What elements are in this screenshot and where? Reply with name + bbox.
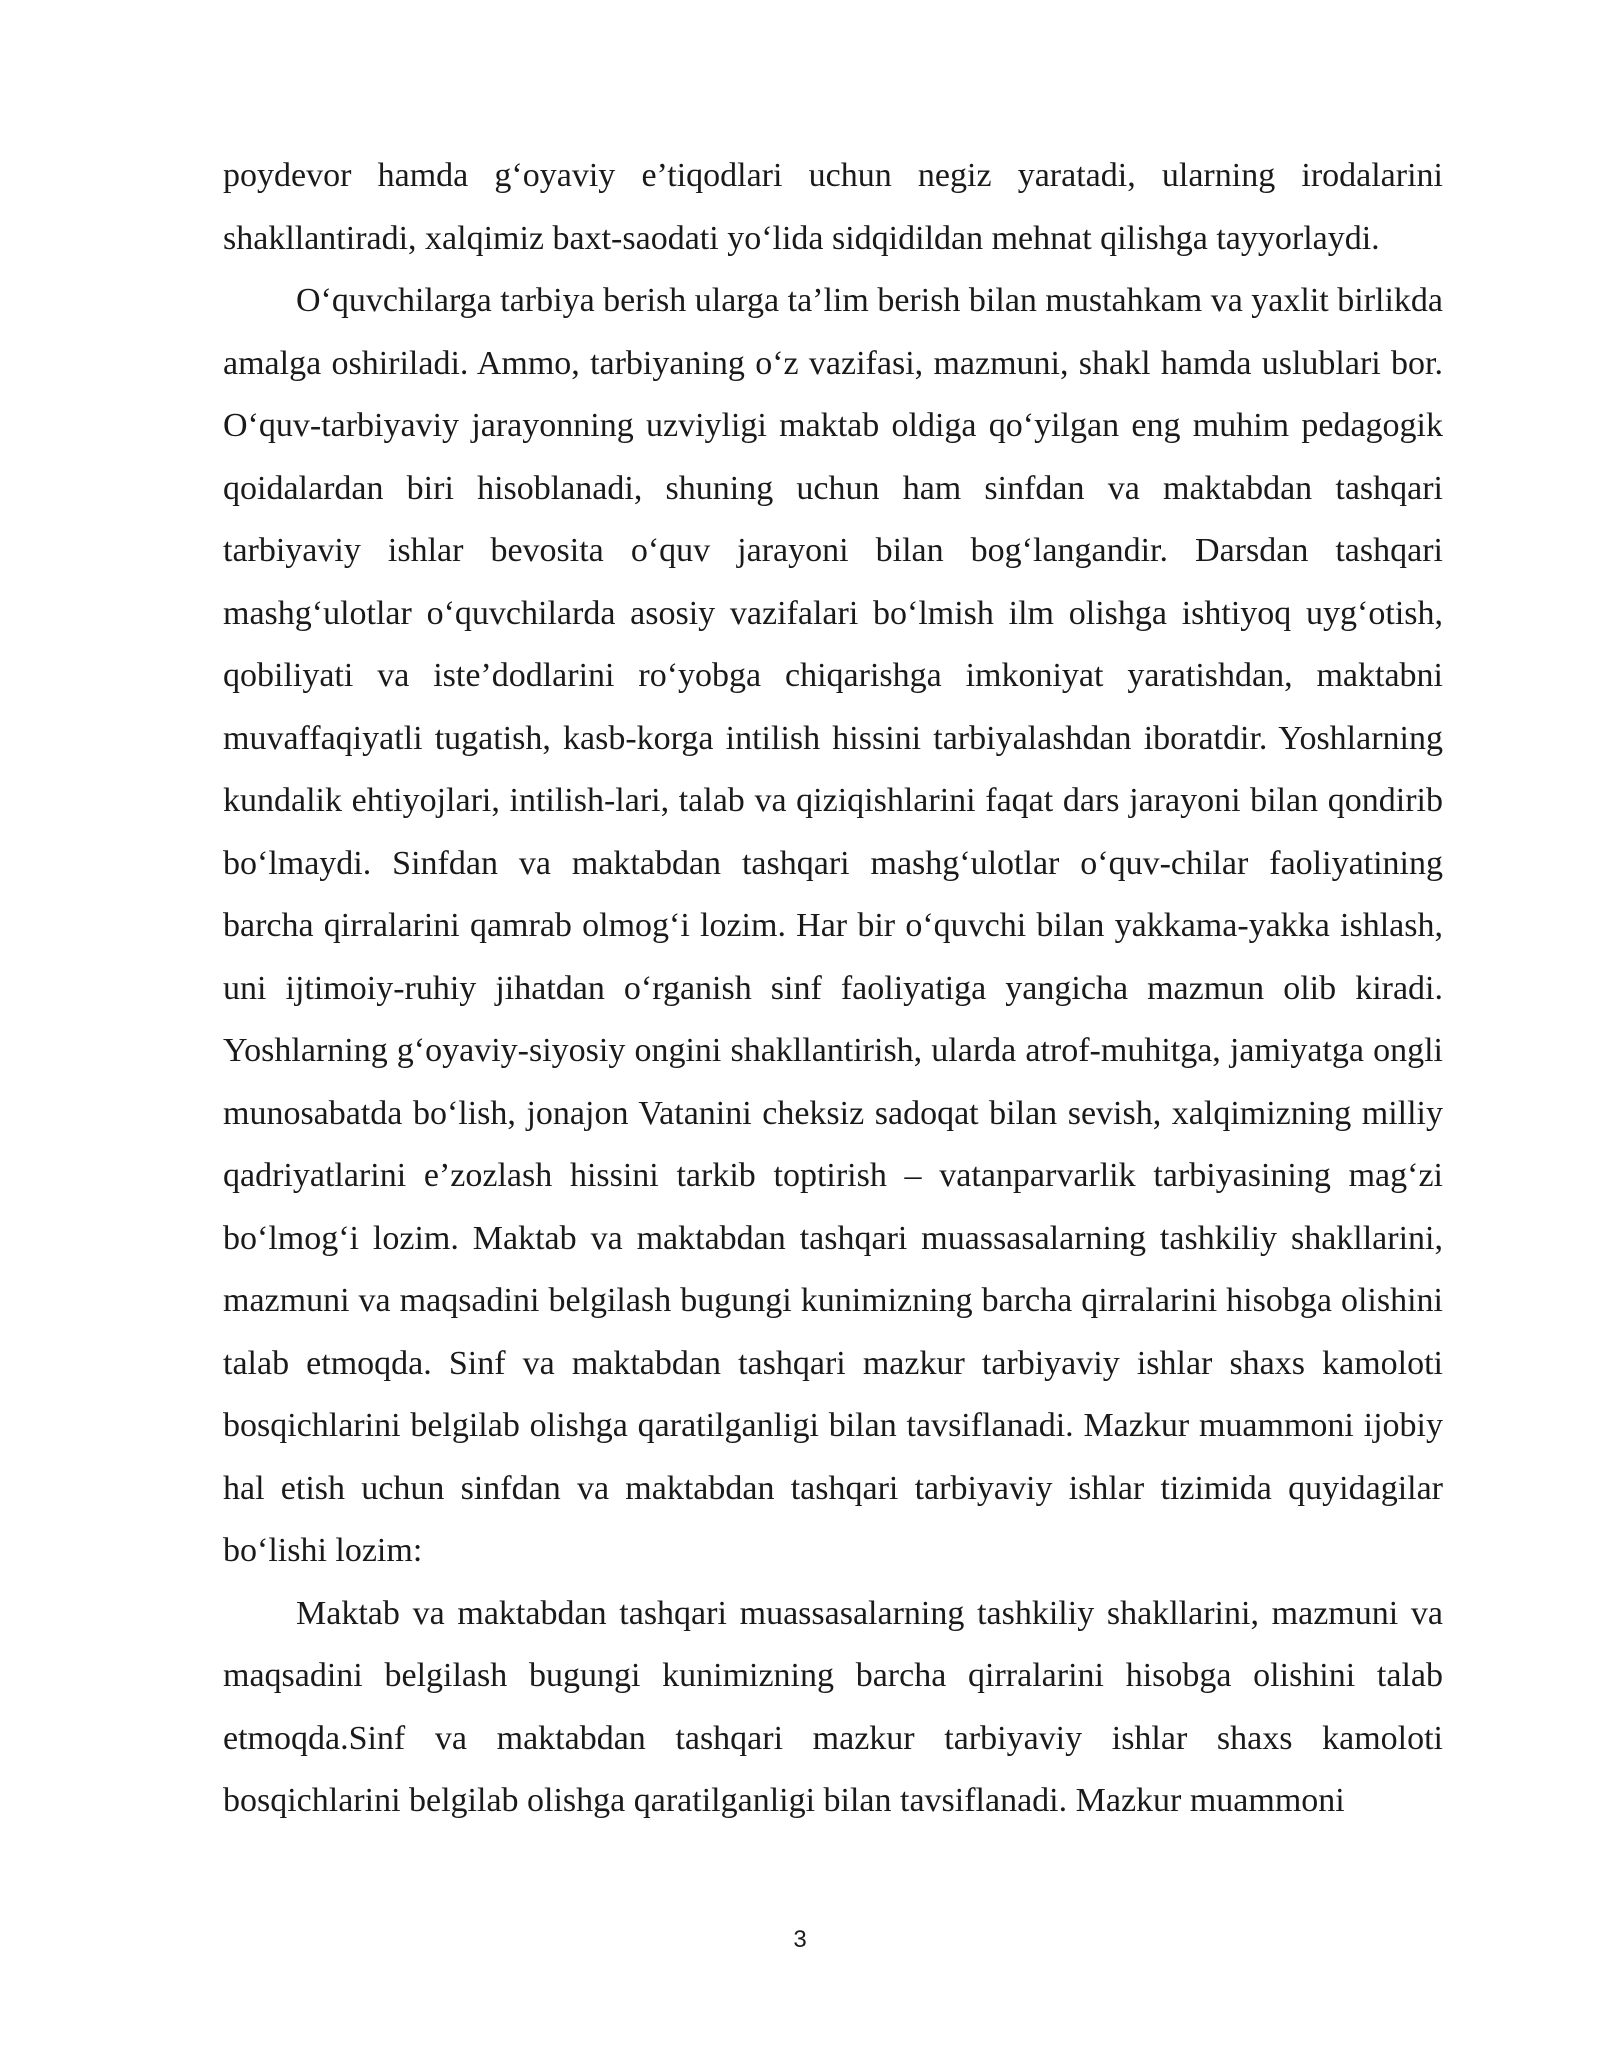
- paragraph-school-institutions: Maktab va maktabdan tashqari muassasalarning tashkiliy shakllarini, mazmuni va maqsadini belgilash bugungi kunimizning barcha qirralarini hisobga olishini talab etmoqda.Sinf va maktabdan tashqari mazkur tarbiyaviy ishlar shaxs kamoloti bosqichlarini belgilab olishga qaratilganligi bilan tavsiflanadi. Mazkur muammoni: [223, 1594, 1443, 1819]
- body-text: [223, 145, 1443, 1833]
- paragraph-upbringing: O‘quvchilarga tarbiya berish ularga ta’lim berish bilan mustahkam va yaxlit birlikda amalga oshiriladi. Ammo, tarbiyaning o‘z vazifasi, mazmuni, shakl hamda uslublari bor. O‘quv-tarbiyaviy jarayonning uzviyligi maktab oldiga qo‘yilgan eng muhim pedagogik qoidalardan biri hisoblanadi, shuning uchun ham sinfdan va maktabdan tashqari tarbiyaviy ishlar bevosita o‘quv jarayoni bilan bog‘langandir. Darsdan tashqari mashg‘ulotlar o‘quvchilarda asosiy vazifalari bo‘lmish ilm olishga ishtiyoq uyg‘otish, qobiliyati va iste’dodlarini ro‘yobga chiqarishga imkoniyat yaratishdan, maktabni muvaffaqiyatli tugatish, kasb-korga intilish hissini tarbiyalashdan iboratdir. Yoshlarning kundalik ehtiyojlari, intilish-lari, talab va qiziqishlarini faqat dars jarayoni bilan qondirib bo‘lmaydi. Sinfdan va maktabdan tashqari mashg‘ulotlar o‘quv-chilar faoliyatining barcha qirralarini qamrab olmog‘i lozim. Har bir o‘quvchi bilan yakkama-yakka ishlash, uni ijtimoiy-ruhiy jihatdan o‘rganish sinf faoliyatiga yangicha mazmun olib kiradi. Yoshlarning g‘oyaviy-siyosiy ongini shakllantirish, ularda atrof-muhitga, jamiyatga ongli munosabatda bo‘lish, jonajon Vatanini cheksiz sadoqat bilan sevish, xalqimizning milliy qadriyatlarini e’zozlash hissini tarkib toptirish – vatanparvarlik tarbiyasining mag‘zi bo‘lmog‘i lozim. Maktab va maktabdan tashqari muassasalarning tashkiliy shakllarini, mazmuni va maqsadini belgilash bugungi kunimizning barcha qirralarini hisobga olishini talab etmoqda. Sinf va maktabdan tashqari mazkur tarbiyaviy ishlar shaxs kamoloti bosqichlarini belgilab olishga qaratilganligi bilan tavsiflanadi. Mazkur muammoni ijobiy hal etish uchun sinfdan va maktabdan tashqari tarbiyaviy ishlar tizimida quyidagilar bo‘lishi lozim:: [223, 282, 1443, 1569]
- page-number: 3: [793, 1926, 807, 1953]
- paragraph-continuation: poydevor hamda g‘oyaviy e’tiqodlari uchun negiz yaratadi, ularning irodalarini shakllantiradi, xalqimiz baxt-saodati yo‘lida sidqidildan mehnat qilishga tayyorlaydi.: [223, 157, 1443, 257]
